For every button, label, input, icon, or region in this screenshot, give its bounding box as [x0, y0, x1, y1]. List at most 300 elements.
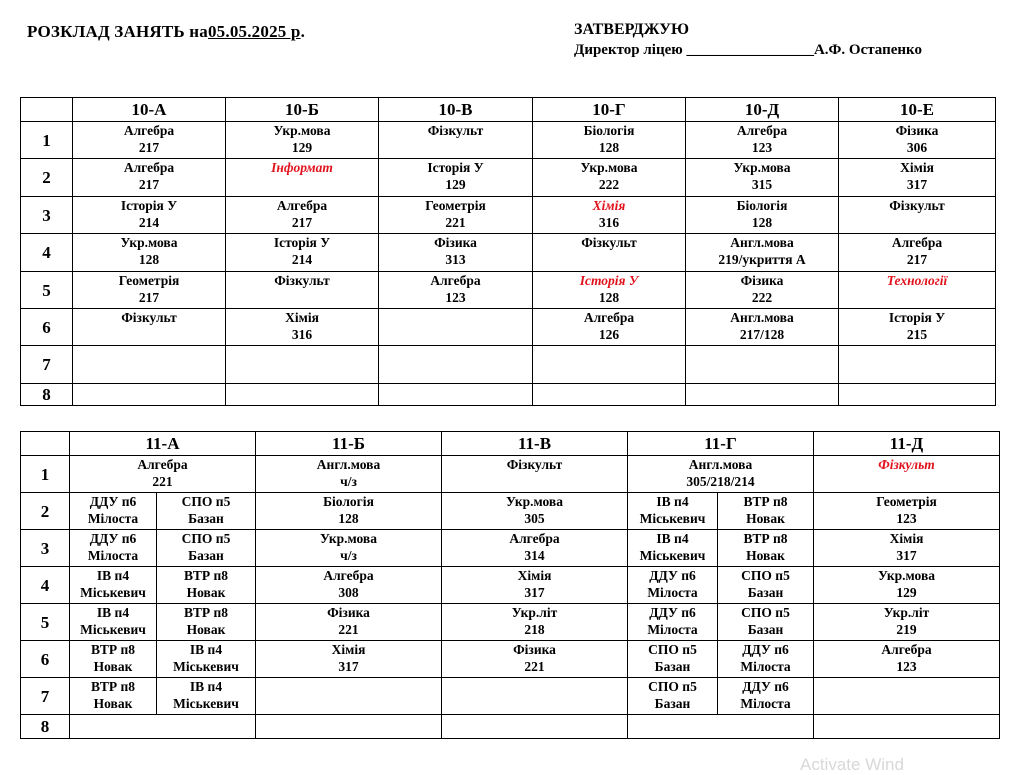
- subject-name: Алгебра: [123, 160, 175, 175]
- lesson-cell: [839, 122, 996, 159]
- room-number: 128: [138, 252, 160, 267]
- subject-name: СПО п5: [741, 568, 790, 583]
- lesson-number: 5: [21, 272, 73, 309]
- room-number: 214: [291, 252, 313, 267]
- subject-name: ВТР п8: [184, 568, 228, 583]
- subject-name: ВТР п8: [91, 679, 135, 694]
- lesson-cell: [839, 197, 996, 234]
- lesson-cell: [73, 309, 226, 346]
- subject-name: Геометрія: [425, 198, 486, 213]
- subject-name: СПО п5: [741, 605, 790, 620]
- subject-name: ВТР п8: [91, 642, 135, 657]
- schedule-table-10: [20, 97, 996, 406]
- room-number: 129: [896, 585, 917, 600]
- lesson-number: 8: [21, 384, 73, 406]
- lesson-cell: [256, 641, 442, 678]
- lesson-cell: [442, 678, 628, 715]
- subject-name: Хімія: [900, 160, 934, 175]
- subject-name: Укр.мова: [273, 123, 331, 138]
- table-row: [21, 530, 1000, 567]
- group-cell: [157, 493, 256, 530]
- room-number: Мілоста: [647, 622, 698, 637]
- lesson-cell: [686, 346, 839, 384]
- room-number: Базан: [747, 585, 784, 600]
- group-cell: [628, 567, 718, 604]
- room-number: Міськевич: [173, 659, 239, 674]
- room-number: 128: [751, 215, 773, 230]
- group-cell: [70, 641, 157, 678]
- table-row: [21, 384, 996, 406]
- room-number: Новак: [746, 548, 785, 563]
- lesson-number: 2: [21, 159, 73, 197]
- subject-name: Укр.мова: [733, 160, 791, 175]
- room-number: 126: [598, 327, 620, 342]
- lesson-cell: [686, 122, 839, 159]
- room-number: 317: [338, 659, 359, 674]
- group-cell: [718, 678, 814, 715]
- subject-name: Хімія: [285, 310, 319, 325]
- room-number: Мілоста: [87, 511, 139, 526]
- lesson-number: 1: [21, 122, 73, 159]
- room-number: 305/218/214: [686, 474, 755, 489]
- group-cell: [718, 493, 814, 530]
- room-number: 217: [138, 177, 160, 192]
- table-row: [21, 641, 1000, 678]
- room-number: Міськевич: [639, 548, 706, 563]
- subject-name: ІВ п4: [189, 679, 223, 694]
- subject-name: Фізкульт: [427, 123, 484, 138]
- subject-name: ІВ п4: [96, 605, 130, 620]
- subject-name: Геометрія: [118, 273, 180, 288]
- room-number: 221: [445, 215, 466, 230]
- room-number: Новак: [93, 659, 133, 674]
- lesson-cell: [379, 346, 533, 384]
- lesson-cell: [814, 567, 1000, 604]
- class-header: 10-В: [379, 98, 533, 122]
- lesson-cell: [628, 715, 814, 739]
- lesson-cell: [73, 197, 226, 234]
- room-number: Міськевич: [80, 585, 146, 600]
- room-number: 219/укриття А: [718, 252, 806, 267]
- room-number: 317: [524, 585, 545, 600]
- subject-name: Біологія: [583, 123, 635, 138]
- subject-name: Фізкульт: [121, 310, 177, 325]
- subject-name: СПО п5: [181, 494, 231, 509]
- lesson-cell: [686, 159, 839, 197]
- title-date: 05.05.2025 р: [207, 22, 301, 41]
- subject-name: Алгебра: [736, 123, 788, 138]
- lesson-number: 2: [21, 493, 70, 530]
- lesson-cell: [442, 456, 628, 493]
- room-number: 316: [598, 215, 620, 230]
- room-number: 221: [152, 474, 173, 489]
- subject-name: СПО п5: [181, 531, 231, 546]
- subject-name: СПО п5: [648, 679, 697, 694]
- group-cell: [157, 678, 256, 715]
- lesson-cell: [814, 641, 1000, 678]
- class-header: 11-Г: [628, 432, 814, 456]
- subject-name: Фізкульт: [878, 457, 935, 472]
- subject-name: Біологія: [323, 494, 374, 509]
- subject-name: Технології: [886, 273, 948, 288]
- room-number: 217: [138, 140, 160, 155]
- room-number: Базан: [654, 696, 691, 711]
- lesson-cell: [226, 272, 379, 309]
- subject-name: Укр.літ: [511, 605, 558, 620]
- room-number: Міськевич: [639, 511, 706, 526]
- subject-name: Англ.мова: [730, 235, 794, 250]
- lesson-number: 6: [21, 309, 73, 346]
- room-number: Міськевич: [80, 622, 146, 637]
- schedule-table-11: [20, 431, 1000, 739]
- lesson-cell: [839, 309, 996, 346]
- subject-name: ДДУ п6: [742, 679, 789, 694]
- lesson-cell: [839, 159, 996, 197]
- lesson-cell: [73, 384, 226, 406]
- subject-name: ДДУ п6: [742, 642, 789, 657]
- table-row: [21, 159, 996, 197]
- room-number: 123: [445, 290, 466, 305]
- lesson-number: 4: [21, 567, 70, 604]
- subject-name: Алгебра: [583, 310, 635, 325]
- lesson-cell: [379, 197, 533, 234]
- lesson-cell: [814, 715, 1000, 739]
- group-cell: [70, 567, 157, 604]
- subject-name: Алгебра: [509, 531, 560, 546]
- title-prefix: РОЗКЛАД ЗАНЯТЬ на: [27, 22, 208, 41]
- lesson-cell: [814, 456, 1000, 493]
- lesson-cell: [839, 346, 996, 384]
- lesson-cell: [533, 272, 686, 309]
- subject-name: Біологія: [736, 198, 788, 213]
- lesson-number: 3: [21, 530, 70, 567]
- group-cell: [70, 604, 157, 641]
- group-cell: [157, 567, 256, 604]
- subject-name: Фізкульт: [274, 273, 330, 288]
- group-cell: [628, 604, 718, 641]
- lesson-cell: [256, 567, 442, 604]
- lesson-cell: [839, 234, 996, 272]
- room-number: 128: [598, 140, 620, 155]
- lesson-cell: [533, 346, 686, 384]
- group-cell: [628, 493, 718, 530]
- lesson-cell: [533, 234, 686, 272]
- subject-name: Геометрія: [876, 494, 937, 509]
- table-row: [21, 197, 996, 234]
- subject-name: Алгебра: [137, 457, 188, 472]
- subject-name: Алгебра: [430, 273, 481, 288]
- lesson-number: 3: [21, 197, 73, 234]
- table-10-header-row: [21, 98, 996, 122]
- lesson-cell: [256, 456, 442, 493]
- group-cell: [157, 641, 256, 678]
- lesson-cell: [533, 159, 686, 197]
- table-11-header-row: [21, 432, 1000, 456]
- subject-name: ДДУ п6: [89, 531, 137, 546]
- subject-name: Укр.мова: [878, 568, 935, 583]
- lesson-cell: [686, 272, 839, 309]
- room-number: 128: [338, 511, 359, 526]
- subject-name: Алгебра: [123, 123, 175, 138]
- subject-name: Хімія: [592, 198, 626, 213]
- lesson-cell: [814, 604, 1000, 641]
- room-number: 218: [524, 622, 545, 637]
- subject-name: Укр.мова: [580, 160, 638, 175]
- room-number: Новак: [746, 511, 785, 526]
- subject-name: Фізика: [513, 642, 556, 657]
- room-number: Новак: [186, 585, 226, 600]
- group-cell: [718, 641, 814, 678]
- activation-watermark: Activate Wind: [800, 755, 904, 774]
- lesson-cell: [73, 272, 226, 309]
- subject-name: ДДУ п6: [649, 568, 696, 583]
- director-line: Директор ліцею _________________А.Ф. Остапенко: [574, 42, 922, 58]
- subject-name: Історія У: [579, 273, 639, 288]
- class-header: 11-Д: [814, 432, 1000, 456]
- subject-name: Хімія: [331, 642, 366, 657]
- lesson-cell: [226, 309, 379, 346]
- table-row: [21, 346, 996, 384]
- lesson-cell: [814, 493, 1000, 530]
- lesson-cell: [533, 309, 686, 346]
- lesson-cell: [686, 384, 839, 406]
- room-number: 123: [896, 511, 917, 526]
- room-number: 313: [445, 252, 466, 267]
- room-number: 221: [524, 659, 545, 674]
- subject-name: Інформат: [271, 160, 333, 175]
- subject-name: ІВ п4: [656, 494, 689, 509]
- room-number: 317: [906, 177, 928, 192]
- subject-name: Англ.мова: [316, 457, 381, 472]
- lesson-cell: [256, 678, 442, 715]
- subject-name: Фізкульт: [506, 457, 563, 472]
- approval-block: [574, 20, 922, 60]
- lesson-cell: [839, 384, 996, 406]
- room-number: 219: [896, 622, 917, 637]
- subject-name: Фізика: [740, 273, 784, 288]
- lesson-number: 1: [21, 456, 70, 493]
- room-number: 221: [338, 622, 359, 637]
- lesson-cell: [379, 234, 533, 272]
- room-number: 314: [524, 548, 545, 563]
- lesson-cell: [533, 197, 686, 234]
- lesson-number: 5: [21, 604, 70, 641]
- subject-name: Фізика: [434, 235, 477, 250]
- room-number: 317: [896, 548, 917, 563]
- subject-name: Історія У: [888, 310, 946, 325]
- subject-name: ІВ п4: [96, 568, 130, 583]
- subject-name: Укр.мова: [120, 235, 178, 250]
- lesson-cell: [226, 384, 379, 406]
- lesson-cell: [442, 715, 628, 739]
- lesson-cell: [628, 456, 814, 493]
- lesson-cell: [226, 346, 379, 384]
- lesson-number: 6: [21, 641, 70, 678]
- room-number: 129: [445, 177, 466, 192]
- lesson-number: 4: [21, 234, 73, 272]
- subject-name: Англ.мова: [730, 310, 794, 325]
- room-number: Новак: [186, 622, 226, 637]
- room-number: 129: [291, 140, 313, 155]
- subject-name: СПО п5: [648, 642, 697, 657]
- lesson-cell: [70, 456, 256, 493]
- group-cell: [718, 567, 814, 604]
- room-number: Новак: [93, 696, 133, 711]
- class-header: 10-А: [73, 98, 226, 122]
- subject-name: Історія У: [273, 235, 331, 250]
- room-number: 222: [751, 290, 773, 305]
- subject-name: Фізкульт: [581, 235, 637, 250]
- subject-name: ІВ п4: [656, 531, 689, 546]
- subject-name: Англ.мова: [688, 457, 753, 472]
- lesson-cell: [379, 272, 533, 309]
- subject-name: Алгебра: [323, 568, 374, 583]
- room-number: Базан: [188, 548, 224, 563]
- subject-name: Фізика: [895, 123, 939, 138]
- schedule-title: [27, 22, 305, 42]
- class-header: 10-Д: [686, 98, 839, 122]
- group-cell: [157, 604, 256, 641]
- subject-name: ДДУ п6: [649, 605, 696, 620]
- subject-name: Алгебра: [881, 642, 932, 657]
- lesson-cell: [226, 159, 379, 197]
- room-number: Базан: [654, 659, 691, 674]
- lesson-cell: [814, 678, 1000, 715]
- lesson-cell: [686, 234, 839, 272]
- table-row: [21, 234, 996, 272]
- group-cell: [628, 641, 718, 678]
- table-row: [21, 604, 1000, 641]
- subject-name: Алгебра: [276, 198, 328, 213]
- corner-cell: [21, 432, 70, 456]
- subject-name: Укр.мова: [506, 494, 563, 509]
- lesson-cell: [73, 159, 226, 197]
- lesson-number: 7: [21, 678, 70, 715]
- lesson-cell: [379, 309, 533, 346]
- class-header: 11-В: [442, 432, 628, 456]
- lesson-cell: [686, 309, 839, 346]
- room-number: Мілоста: [740, 696, 791, 711]
- subject-name: Хімія: [517, 568, 552, 583]
- group-cell: [628, 530, 718, 567]
- room-number: Мілоста: [740, 659, 791, 674]
- lesson-cell: [73, 346, 226, 384]
- room-number: 306: [906, 140, 928, 155]
- room-number: Міськевич: [173, 696, 239, 711]
- table-row: [21, 456, 1000, 493]
- subject-name: Фізкульт: [889, 198, 945, 213]
- group-cell: [718, 604, 814, 641]
- lesson-cell: [442, 604, 628, 641]
- room-number: 123: [751, 140, 773, 155]
- table-row: [21, 678, 1000, 715]
- subject-name: ІВ п4: [189, 642, 223, 657]
- subject-name: ВТР п8: [184, 605, 228, 620]
- lesson-cell: [442, 493, 628, 530]
- room-number: 308: [338, 585, 359, 600]
- lesson-cell: [442, 641, 628, 678]
- group-cell: [70, 493, 157, 530]
- room-number: Базан: [747, 622, 784, 637]
- title-suffix: .: [300, 22, 306, 41]
- lesson-cell: [686, 197, 839, 234]
- room-number: 214: [138, 215, 160, 230]
- room-number: 217/128: [739, 327, 785, 342]
- room-number: ч/з: [340, 548, 357, 563]
- lesson-cell: [533, 384, 686, 406]
- room-number: 316: [291, 327, 313, 342]
- lesson-cell: [442, 530, 628, 567]
- room-number: 123: [896, 659, 917, 674]
- class-header: 11-Б: [256, 432, 442, 456]
- table-row: [21, 122, 996, 159]
- lesson-cell: [256, 530, 442, 567]
- room-number: Мілоста: [647, 585, 698, 600]
- class-header: 10-Г: [533, 98, 686, 122]
- lesson-cell: [379, 384, 533, 406]
- group-cell: [718, 530, 814, 567]
- lesson-cell: [226, 122, 379, 159]
- subject-name: Фізика: [327, 605, 370, 620]
- subject-name: Алгебра: [891, 235, 943, 250]
- approve-title: ЗАТВЕРДЖУЮ: [574, 21, 690, 38]
- room-number: 222: [598, 177, 620, 192]
- lesson-cell: [256, 604, 442, 641]
- room-number: 217: [138, 290, 160, 305]
- subject-name: Укр.мова: [320, 531, 377, 546]
- room-number: 128: [598, 290, 620, 305]
- lesson-cell: [814, 530, 1000, 567]
- class-header: 11-А: [70, 432, 256, 456]
- lesson-cell: [73, 122, 226, 159]
- lesson-cell: [73, 234, 226, 272]
- class-header: 10-Е: [839, 98, 996, 122]
- subject-name: ДДУ п6: [89, 494, 137, 509]
- subject-name: ВТР п8: [743, 494, 788, 509]
- lesson-cell: [442, 567, 628, 604]
- lesson-cell: [256, 493, 442, 530]
- table-row: [21, 309, 996, 346]
- table-row: [21, 272, 996, 309]
- lesson-cell: [256, 715, 442, 739]
- lesson-cell: [533, 122, 686, 159]
- group-cell: [157, 530, 256, 567]
- group-cell: [628, 678, 718, 715]
- subject-name: Хімія: [889, 531, 924, 546]
- room-number: Мілоста: [87, 548, 139, 563]
- class-header: 10-Б: [226, 98, 379, 122]
- subject-name: Історія У: [120, 198, 178, 213]
- subject-name: Історія У: [427, 160, 484, 175]
- subject-name: ВТР п8: [743, 531, 788, 546]
- room-number: 217: [906, 252, 928, 267]
- lesson-number: 7: [21, 346, 73, 384]
- subject-name: Укр.літ: [883, 605, 930, 620]
- group-cell: [70, 678, 157, 715]
- table-row: [21, 493, 1000, 530]
- lesson-cell: [379, 122, 533, 159]
- room-number: 215: [906, 327, 928, 342]
- lesson-cell: [226, 197, 379, 234]
- lesson-cell: [839, 272, 996, 309]
- lesson-cell: [70, 715, 256, 739]
- room-number: 315: [751, 177, 773, 192]
- lesson-cell: [379, 159, 533, 197]
- table-row: [21, 567, 1000, 604]
- lesson-number: 8: [21, 715, 70, 739]
- corner-cell: [21, 98, 73, 122]
- room-number: ч/з: [340, 474, 357, 489]
